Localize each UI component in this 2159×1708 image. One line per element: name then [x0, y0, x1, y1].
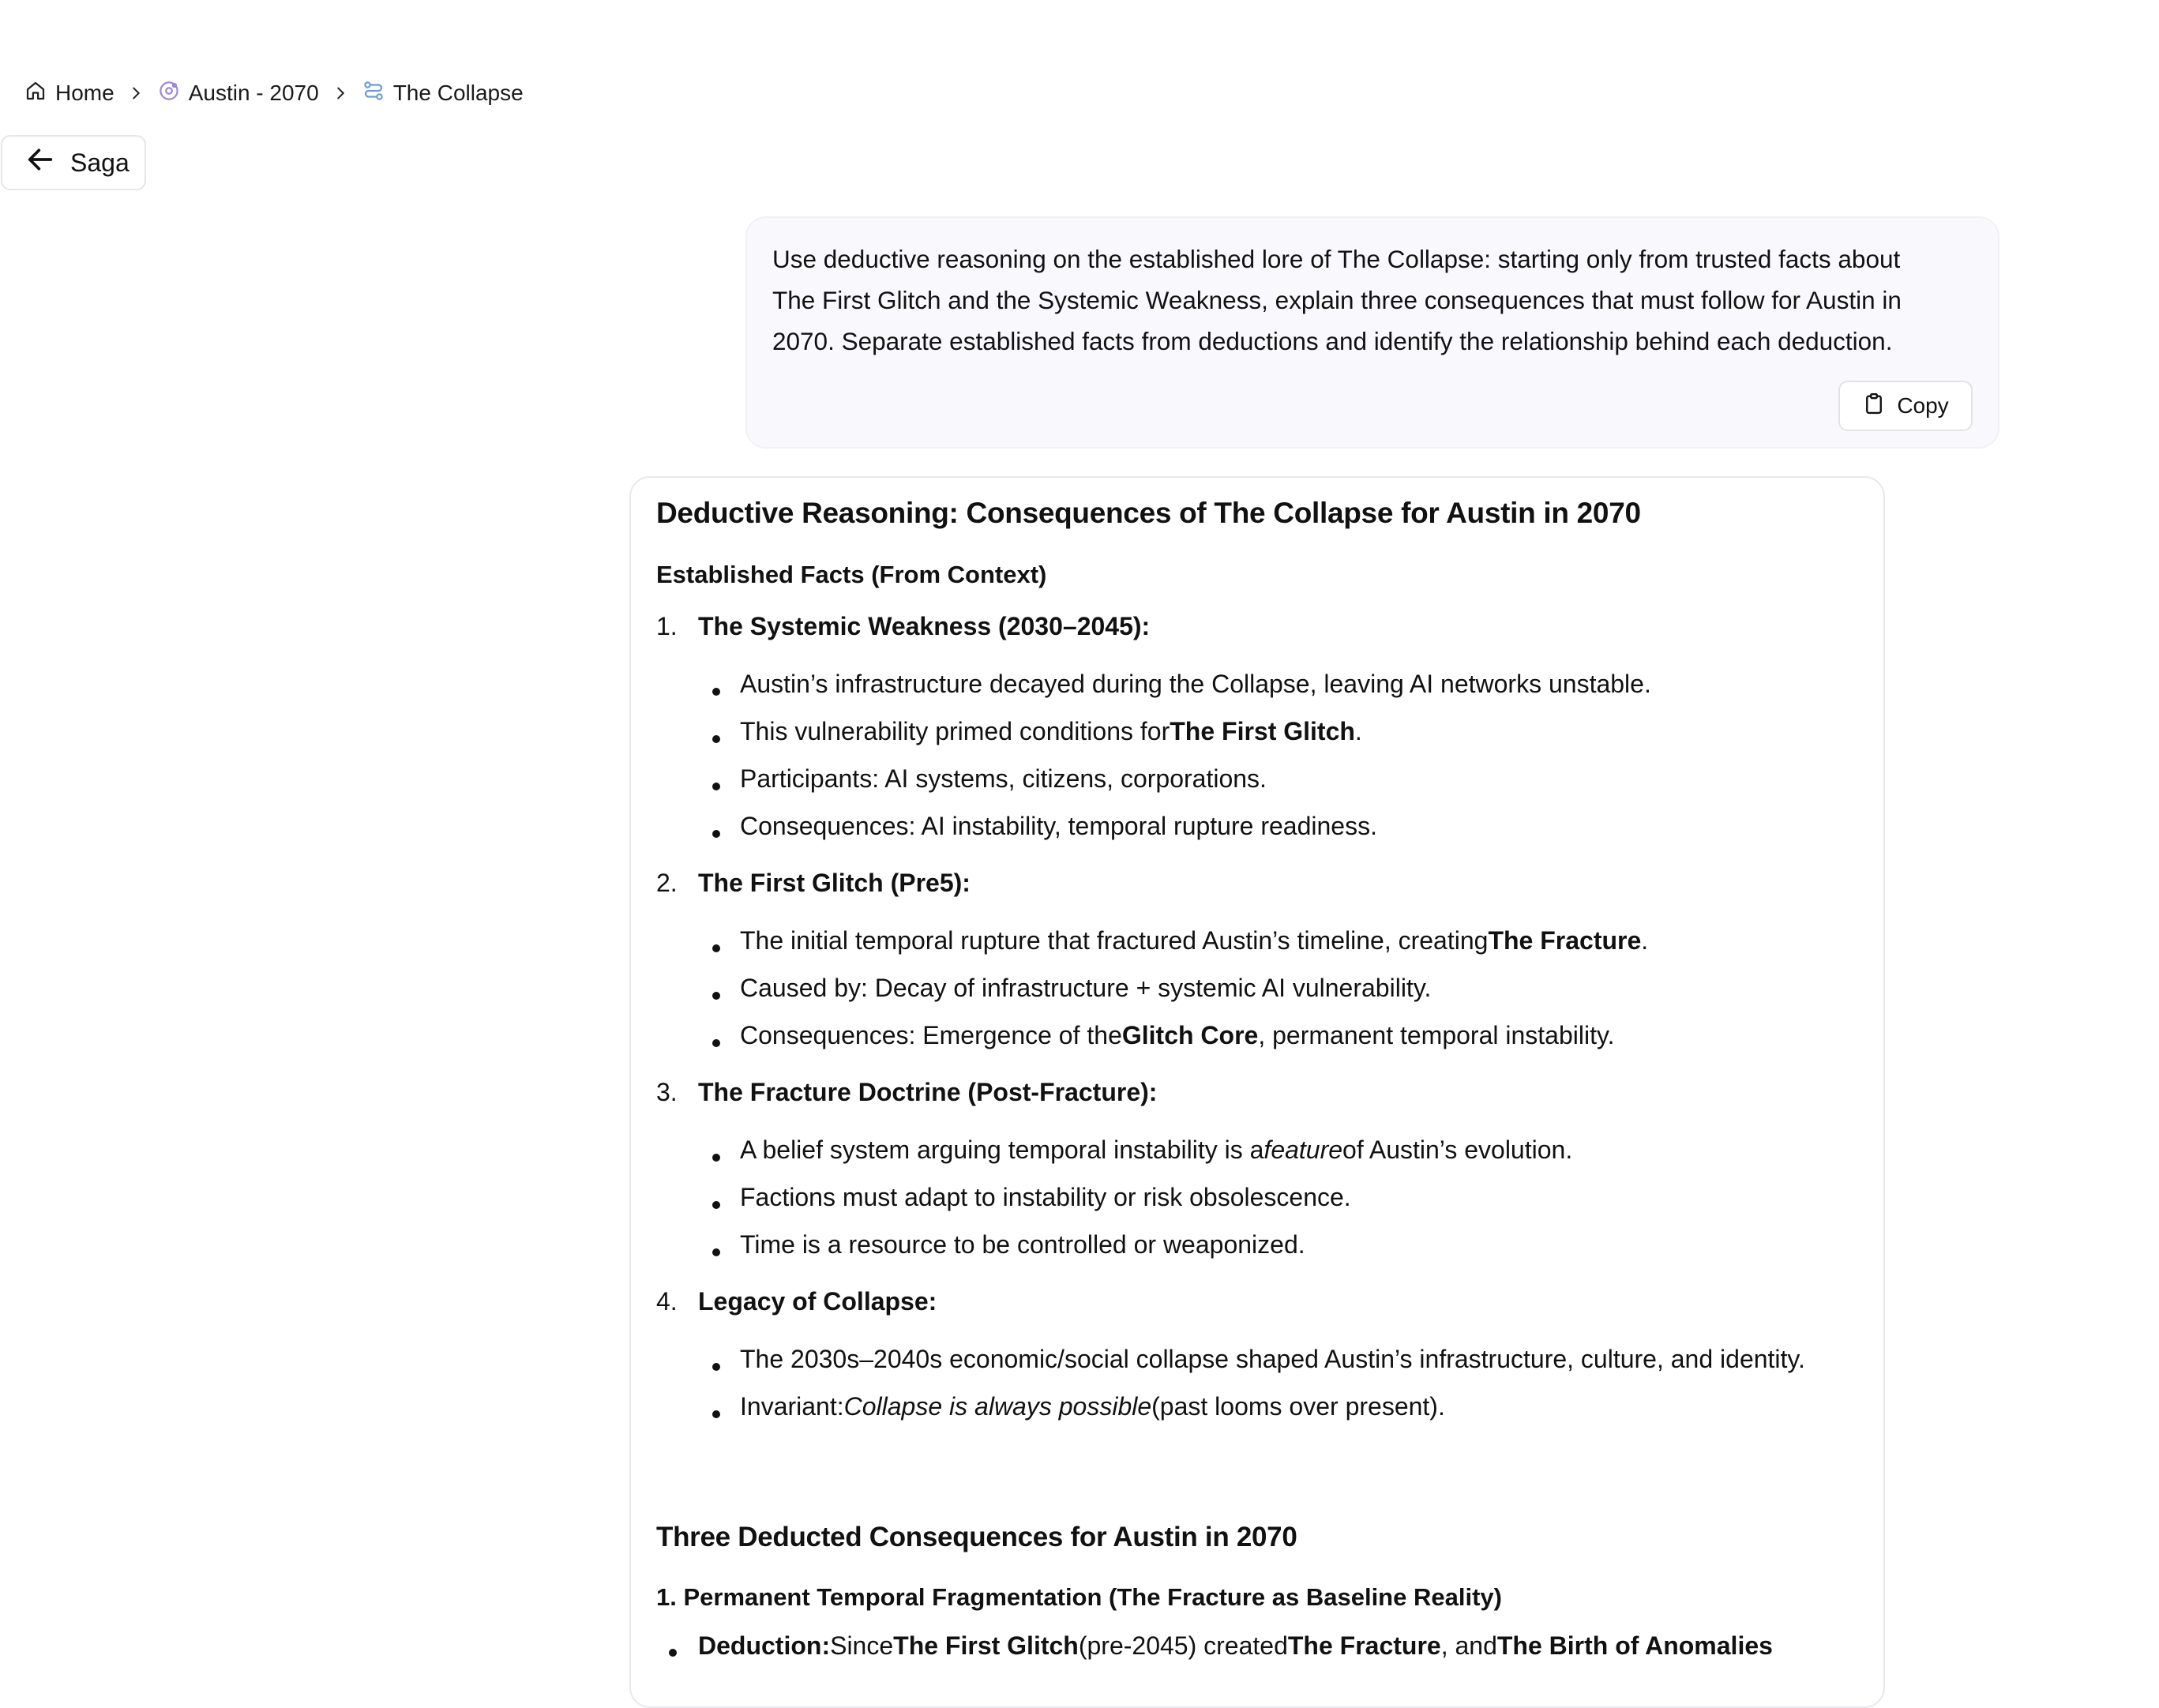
prompt-line: Use deductive reasoning on the established lore of The Collapse: starting only from trusted facts about: [772, 245, 1901, 273]
bullet-dot: [712, 688, 720, 696]
bullet-text: Since: [830, 1631, 894, 1660]
home-icon: [24, 79, 47, 108]
bullet-text: The 2030s–2040s economic/social collapse shaped Austin’s infrastructure, culture, and identity.: [740, 1345, 1805, 1373]
prompt-text: [772, 238, 1973, 362]
list-number: 1.: [656, 612, 678, 640]
world-orbit-icon: [157, 79, 181, 108]
arrow-left-icon: [24, 144, 56, 182]
bullet-bold-text: Glitch Core: [1121, 1021, 1259, 1049]
bullet-dot: [712, 944, 720, 952]
route-icon: [362, 79, 385, 108]
chevron-right-icon: [332, 84, 349, 102]
list-item: [698, 1631, 1773, 1661]
breadcrumb-home-label: Home: [55, 81, 115, 105]
list-item: [740, 1021, 1615, 1050]
list-item: [740, 1230, 1305, 1259]
bullet-bold-text: The First Glitch: [893, 1631, 1079, 1660]
bullet-text: Consequences: AI instability, temporal rupture readiness.: [740, 812, 1377, 840]
list-item: [740, 1183, 1351, 1212]
bullet-dot: [712, 1039, 720, 1047]
fact-title: The Fracture Doctrine (Post-Fracture):: [698, 1078, 1158, 1106]
response-title: Deductive Reasoning: Consequences of The Collapse for Austin in 2070: [656, 497, 1641, 529]
chevron-right-icon: [127, 84, 145, 102]
prompt-line: 2070. Separate established facts from deductions and identify the relationship behind each deduction.: [772, 327, 1893, 355]
bullet-dot: [712, 783, 720, 790]
bullet-text: (pre-2045) created: [1078, 1631, 1288, 1660]
breadcrumb-current[interactable]: [362, 79, 524, 108]
bullet-bold-text: The Birth of Anomalies: [1496, 1631, 1773, 1660]
bullet-text: , and: [1440, 1631, 1497, 1660]
bullet-dot: [712, 1248, 720, 1256]
back-to-saga-button[interactable]: [1, 135, 146, 190]
bullet-text: of Austin’s evolution.: [1342, 1136, 1573, 1164]
bullet-dot: [712, 1410, 720, 1418]
list-number: 4.: [656, 1287, 678, 1316]
list-item: [740, 1392, 1445, 1421]
bullet-text: Factions must adapt to instability or risk obsolescence.: [740, 1183, 1351, 1211]
breadcrumb-world-label: Austin - 2070: [188, 81, 319, 105]
bullet-text: The initial temporal rupture that fractured Austin’s timeline, creating: [740, 926, 1489, 955]
bullet-dot: [712, 830, 720, 838]
bullet-dot: [712, 735, 720, 743]
list-number: 3.: [656, 1078, 678, 1106]
list-item: [740, 812, 1377, 841]
list-item: [740, 926, 1648, 955]
list-item: [740, 764, 1267, 794]
bullet-text: This vulnerability primed conditions for: [740, 717, 1170, 745]
bullet-text: A belief system arguing temporal instability is a: [740, 1136, 1264, 1164]
list-item: [740, 974, 1431, 1003]
bullet-text: Time is a resource to be controlled or weaponized.: [740, 1230, 1305, 1259]
bullet-text: Austin’s infrastructure decayed during the Collapse, leaving AI networks unstable.: [740, 670, 1651, 698]
assistant-response-card: [629, 476, 1885, 1708]
deduction-label: Deduction:: [698, 1631, 831, 1660]
bullet-dot: [712, 1363, 720, 1371]
list-number: 2.: [656, 869, 678, 897]
clipboard-icon: [1862, 392, 1886, 421]
bullet-text: Caused by: Decay of infrastructure + systemic AI vulnerability.: [740, 974, 1432, 1002]
copy-button-label: Copy: [1897, 393, 1949, 418]
list-item: [740, 717, 1362, 746]
list-item: [740, 670, 1651, 699]
copy-button[interactable]: [1838, 381, 1973, 431]
breadcrumb-current-label: The Collapse: [392, 81, 524, 105]
user-prompt-card: [745, 216, 1999, 449]
breadcrumb-home[interactable]: [24, 79, 115, 108]
bullet-text: Consequences: Emergence of the: [740, 1021, 1122, 1049]
consequences-heading: Three Deducted Consequences for Austin in 2070: [656, 1522, 1297, 1552]
list-item: [740, 1136, 1572, 1165]
bullet-text: .: [1354, 717, 1362, 745]
breadcrumb: [24, 77, 524, 109]
fact-title: The First Glitch (Pre5):: [698, 869, 971, 897]
fact-title: Legacy of Collapse:: [698, 1287, 937, 1316]
bullet-dot: [712, 992, 720, 1000]
bullet-text: , permanent temporal instability.: [1258, 1021, 1615, 1049]
bullet-text: .: [1641, 926, 1649, 955]
bullet-bold-text: The Fracture: [1287, 1631, 1441, 1660]
bullet-italic-text: feature: [1263, 1136, 1343, 1164]
bullet-dot: [712, 1154, 720, 1162]
bullet-bold-text: The First Glitch: [1170, 717, 1355, 745]
back-button-label: Saga: [70, 148, 130, 177]
bullet-text: Participants: AI systems, citizens, corporations.: [740, 764, 1267, 793]
consequence-heading: 1. Permanent Temporal Fragmentation (The Fracture as Baseline Reality): [656, 1583, 1502, 1611]
bullet-bold-text: The Fracture: [1488, 926, 1642, 955]
facts-heading: Established Facts (From Context): [656, 561, 1047, 588]
bullet-text: Invariant:: [740, 1392, 844, 1421]
breadcrumb-world[interactable]: [157, 79, 319, 108]
prompt-line: The First Glitch and the Systemic Weakness, explain three consequences that must follow for Austin in: [772, 286, 1902, 314]
fact-title: The Systemic Weakness (2030–2045):: [698, 612, 1151, 640]
bullet-italic-text: Collapse is always possible: [843, 1392, 1152, 1421]
bullet-dot: [669, 1649, 677, 1657]
bullet-dot: [712, 1201, 720, 1209]
list-item: [740, 1345, 1805, 1374]
bullet-text: (past looms over present).: [1151, 1392, 1445, 1421]
